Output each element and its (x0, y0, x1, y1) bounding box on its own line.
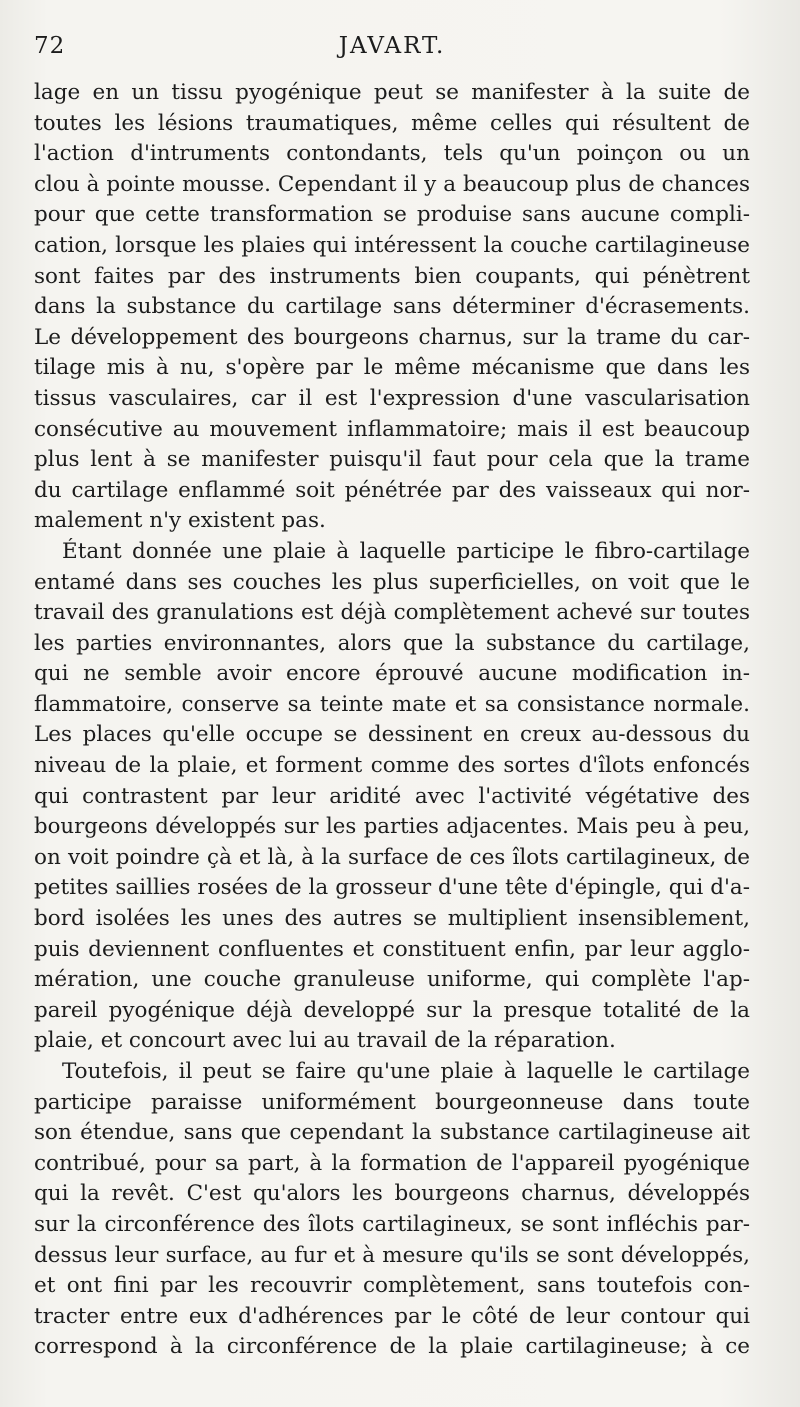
text-line: l'action d'intruments contondants, tels qu'un poinçon ou un (34, 141, 750, 167)
text-line: sur la circonférence des îlots cartilagineux, se sont infléchis par- (34, 1211, 750, 1237)
text-line: sont faites par des instruments bien coupants, qui pénètrent (34, 263, 750, 289)
text-line: son étendue, sans que cependant la substance cartilagineuse ait (34, 1120, 750, 1146)
text-line: flammatoire, conserve sa teinte mate et sa consistance normale. (34, 691, 750, 717)
text-line: petites saillies rosées de la grosseur d'une tête d'épingle, qui d'a- (34, 875, 750, 901)
page-header (34, 33, 750, 63)
text-line: tracter entre eux d'adhérences par le côté de leur contour qui (34, 1303, 750, 1329)
text-line: mération, une couche granuleuse uniforme, qui complète l'ap- (34, 967, 750, 993)
text-line: malement n'y existent pas. (34, 508, 326, 534)
text-line: toutes les lésions traumatiques, même celles qui résultent de (34, 110, 750, 136)
text-line: du cartilage enflammé soit pénétrée par des vaisseaux qui nor- (34, 477, 750, 503)
text-line: correspond à la circonférence de la plaie cartilagineuse; à ce (34, 1334, 750, 1360)
text-line: Toutefois, il peut se faire qu'une plaie à laquelle le cartilage (62, 1059, 750, 1084)
text-line: cation, lorsque les plaies qui intéressent la couche cartilagineuse (34, 232, 750, 258)
text-line: pour que cette transformation se produise sans aucune compli- (34, 202, 750, 228)
text-line: plus lent à se manifester puisqu'il faut pour cela que la trame (34, 447, 750, 473)
text-line: consécutive au mouvement inflammatoire; mais il est beaucoup (34, 416, 750, 442)
body-text (34, 78, 750, 1363)
text-line: lage en un tissu pyogénique peut se manifester à la suite de (34, 80, 750, 105)
text-line: entamé dans ses couches les plus superficielles, on voit que le (34, 569, 750, 595)
running-head: JAVART. (338, 33, 446, 59)
text-line: dessus leur surface, au fur et à mesure qu'ils se sont développés, (34, 1242, 750, 1268)
text-line: plaie, et concourt avec lui au travail de la réparation. (34, 1028, 616, 1054)
text-line: bord isolées les unes des autres se multiplient insensiblement, (34, 906, 750, 932)
text-line: qui la revêt. C'est qu'alors les bourgeons charnus, développés (34, 1181, 750, 1207)
text-line: Étant donnée une plaie à laquelle participe le fibro-cartilage (62, 538, 750, 564)
text-line: clou à pointe mousse. Cependant il y a beaucoup plus de chances (34, 171, 750, 197)
text-line: qui ne semble avoir encore éprouvé aucune modification in- (34, 661, 750, 687)
text-line: bourgeons développés sur les parties adjacentes. Mais peu à peu, (34, 814, 750, 840)
text-line: contribué, pour sa part, à la formation de l'appareil pyogénique (34, 1150, 750, 1176)
text-line: Les places qu'elle occupe se dessinent en creux au-dessous du (34, 722, 750, 748)
text-line: on voit poindre çà et là, à la surface de ces îlots cartilagineux, de (34, 844, 750, 870)
text-line: tissus vasculaires, car il est l'expression d'une vascularisation (34, 385, 750, 411)
text-line: participe paraisse uniformément bourgeonneuse dans toute (34, 1089, 750, 1115)
text-line: puis deviennent confluentes et constituent enfin, par leur agglo- (34, 936, 750, 962)
text-line: Le développement des bourgeons charnus, sur la trame du car- (34, 324, 750, 350)
text-line: et ont fini par les recouvrir complètement, sans toutefois con- (34, 1273, 750, 1299)
text-line: pareil pyogénique déjà developpé sur la presque totalité de la (34, 997, 750, 1023)
text-line: les parties environnantes, alors que la substance du cartilage, (34, 630, 750, 656)
text-line: niveau de la plaie, et forment comme des sortes d'îlots enfoncés (34, 753, 750, 779)
text-line: dans la substance du cartilage sans déterminer d'écrasements. (34, 294, 750, 320)
text-line: travail des granulations est déjà complètement achevé sur toutes (34, 600, 750, 626)
text-line: tilage mis à nu, s'opère par le même mécanisme que dans les (34, 355, 750, 381)
page-number: 72 (34, 33, 66, 59)
text-line: qui contrastent par leur aridité avec l'activité végétative des (34, 783, 750, 809)
